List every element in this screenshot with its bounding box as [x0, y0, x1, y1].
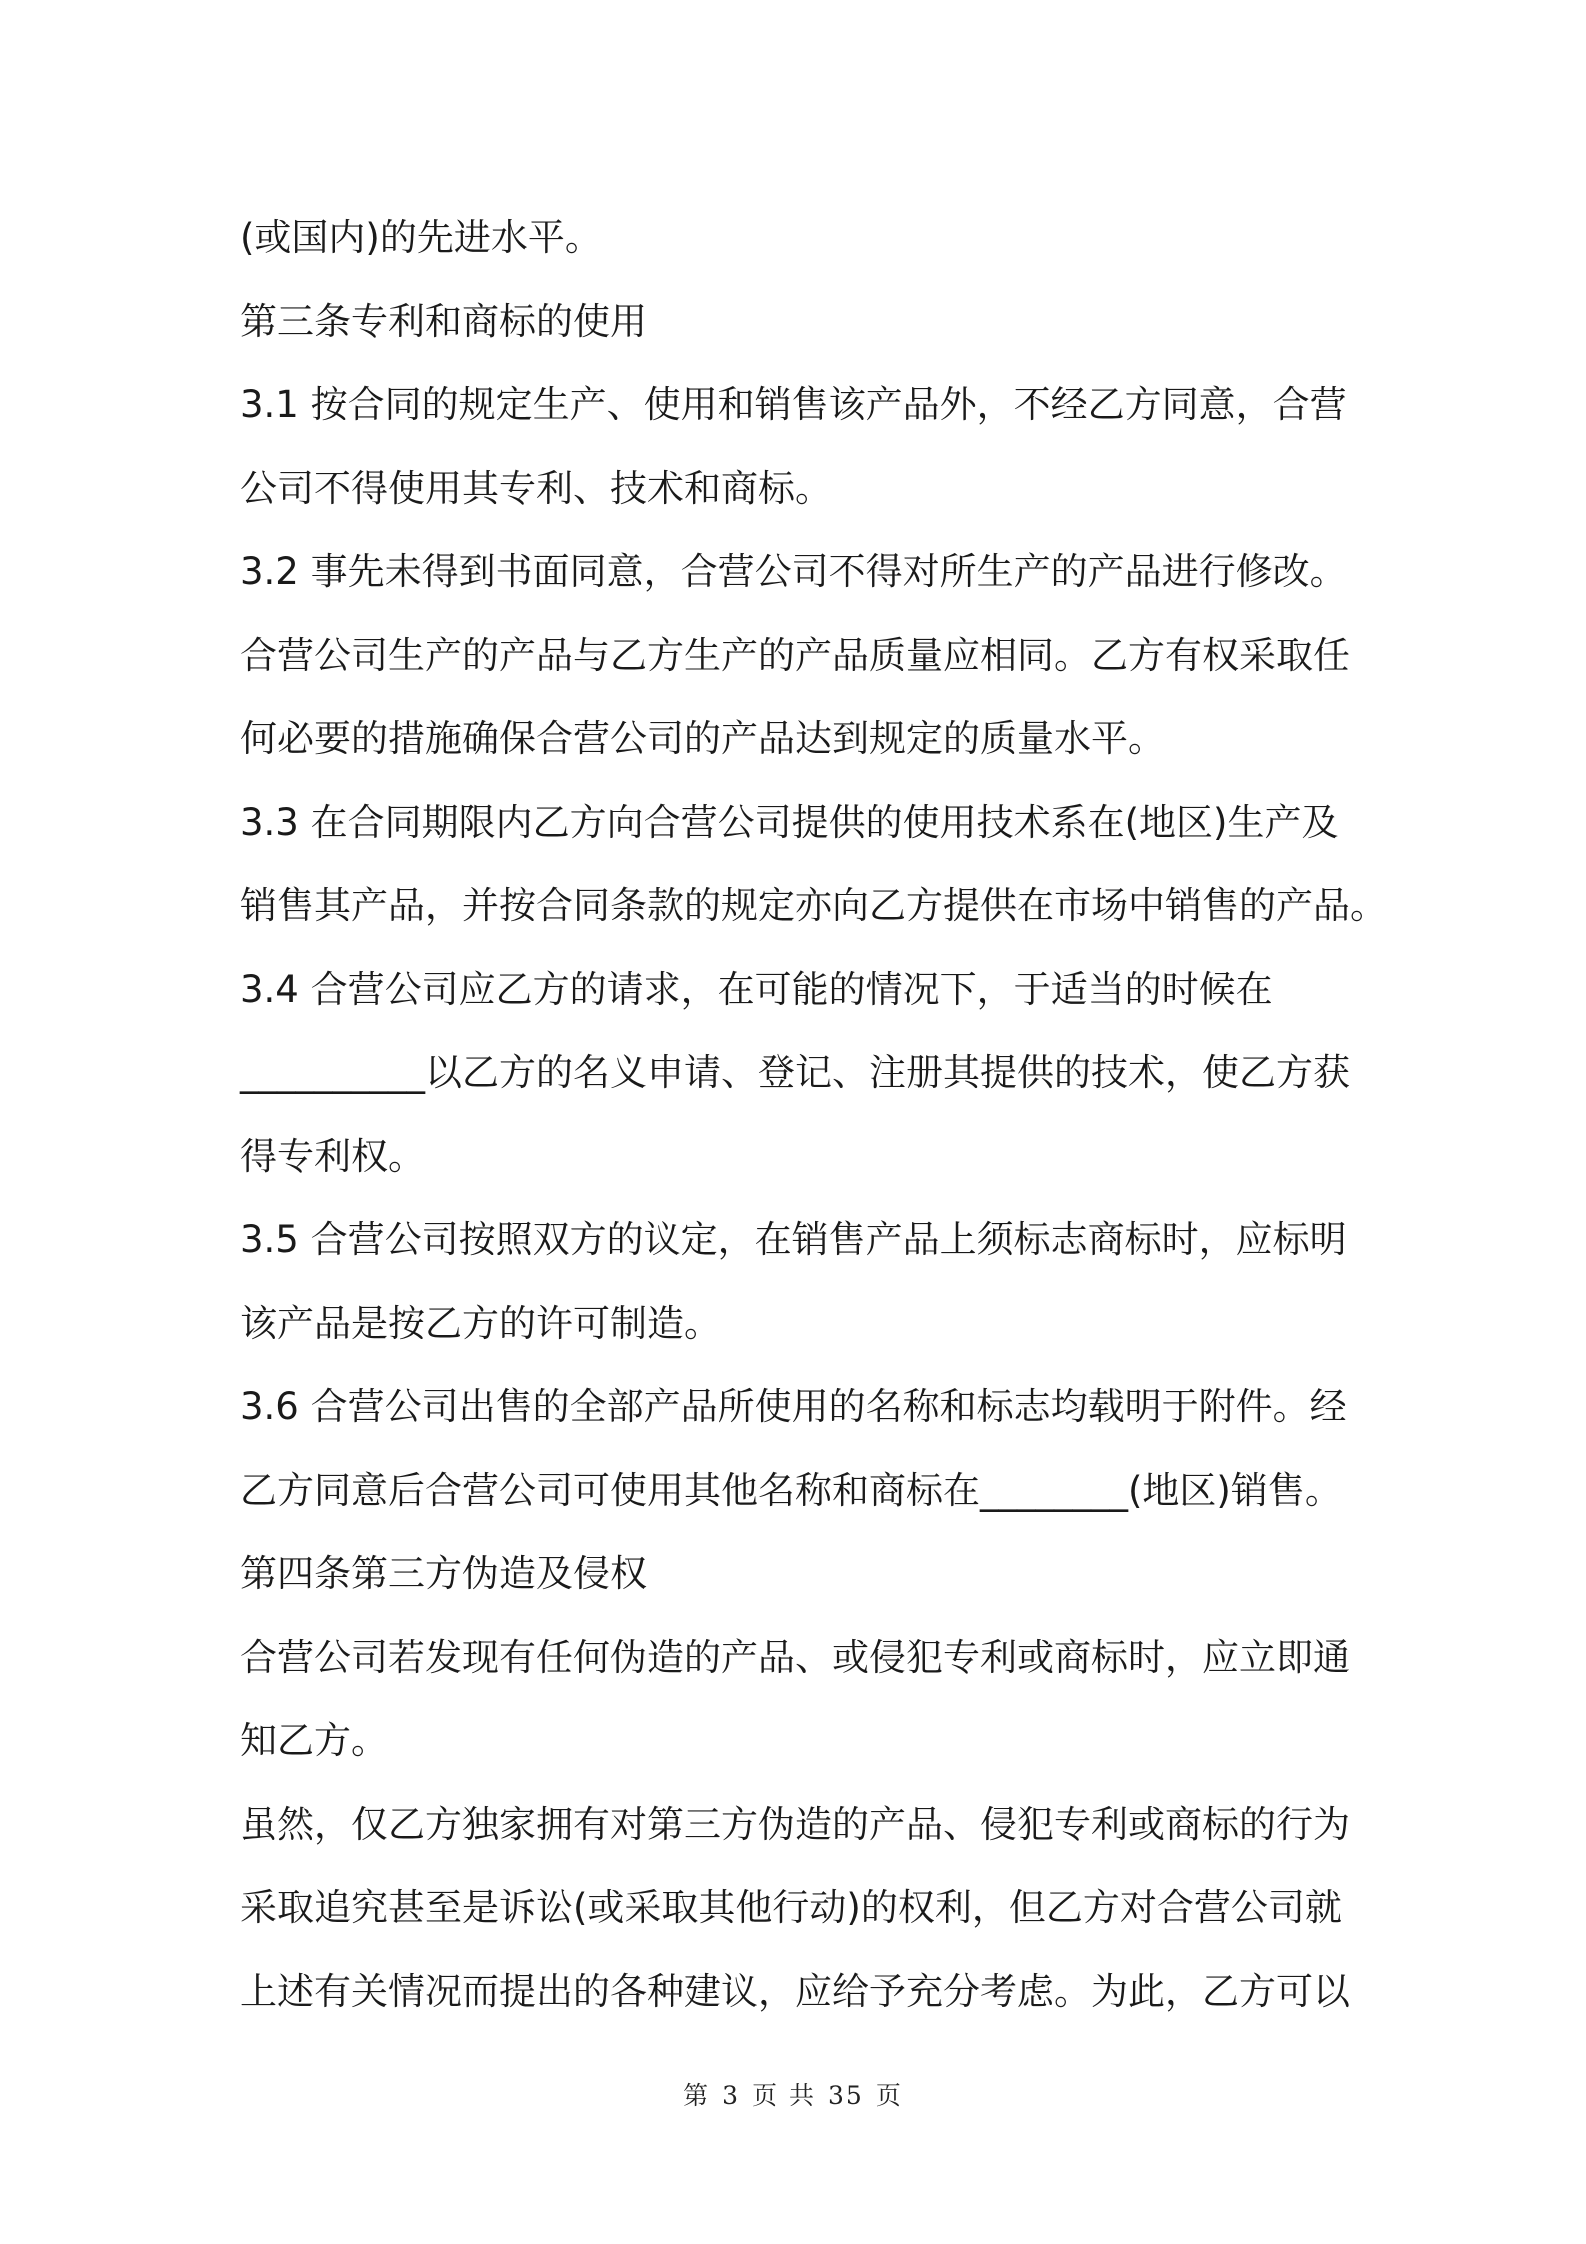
- text-line: 3.3 在合同期限内乙方向合营公司提供的使用技术系在(地区)生产及: [240, 800, 1339, 844]
- text-line: __________以乙方的名义申请、登记、注册其提供的技术，使乙方获: [240, 1051, 1350, 1094]
- text-line: 销售其产品，并按合同条款的规定亦向乙方提供在市场中销售的产品。: [240, 884, 1387, 927]
- text-line: 合营公司若发现有任何伪造的产品、或侵犯专利或商标时，应立即通: [240, 1635, 1350, 1679]
- text-line: 知乙方。: [240, 1719, 388, 1762]
- document-body: [240, 196, 1387, 2033]
- text-line: 上述有关情况而提出的各种建议，应给予充分考虑。为此，乙方可以: [240, 1969, 1350, 2013]
- text-line: 3.5 合营公司按照双方的议定，在销售产品上须标志商标时，应标明: [240, 1218, 1347, 1261]
- text-line: 虽然，仅乙方独家拥有对第三方伪造的产品、侵犯专利或商标的行为: [240, 1802, 1350, 1846]
- total-pages-number: 35: [828, 2081, 864, 2110]
- text-line: 何必要的措施确保合营公司的产品达到规定的质量水平。: [240, 717, 1165, 760]
- text-line: 乙方同意后合营公司可使用其他名称和商标在________(地区)销售。: [240, 1468, 1342, 1512]
- text-line: 3.1 按合同的规定生产、使用和销售该产品外，不经乙方同意，合营: [240, 383, 1347, 426]
- page-footer: [0, 2076, 1586, 2112]
- text-line: 3.2 事先未得到书面同意，合营公司不得对所生产的产品进行修改。: [240, 550, 1347, 593]
- text-line: 公司不得使用其专利、技术和商标。: [240, 466, 832, 510]
- section-heading: 第三条专利和商标的使用: [240, 299, 647, 343]
- page-label-mid: 页 共: [752, 2081, 817, 2110]
- text-line: 采取追究甚至是诉讼(或采取其他行动)的权利，但乙方对合营公司就: [240, 1886, 1342, 1929]
- text-line: 该产品是按乙方的许可制造。: [240, 1301, 721, 1345]
- text-line: 合营公司生产的产品与乙方生产的产品质量应相同。乙方有权采取任: [240, 633, 1350, 677]
- text-line: (或国内)的先进水平。: [240, 216, 602, 259]
- page-label-prefix: 第: [683, 2081, 711, 2110]
- page-label-suffix: 页: [875, 2081, 903, 2110]
- text-line: 得专利权。: [240, 1134, 425, 1178]
- text-line: 3.6 合营公司出售的全部产品所使用的名称和标志均载明于附件。经: [240, 1385, 1347, 1428]
- section-heading: 第四条第三方伪造及侵权: [240, 1552, 647, 1595]
- text-line: 3.4 合营公司应乙方的请求，在可能的情况下，于适当的时候在: [240, 967, 1273, 1011]
- current-page-number: 3: [722, 2081, 741, 2110]
